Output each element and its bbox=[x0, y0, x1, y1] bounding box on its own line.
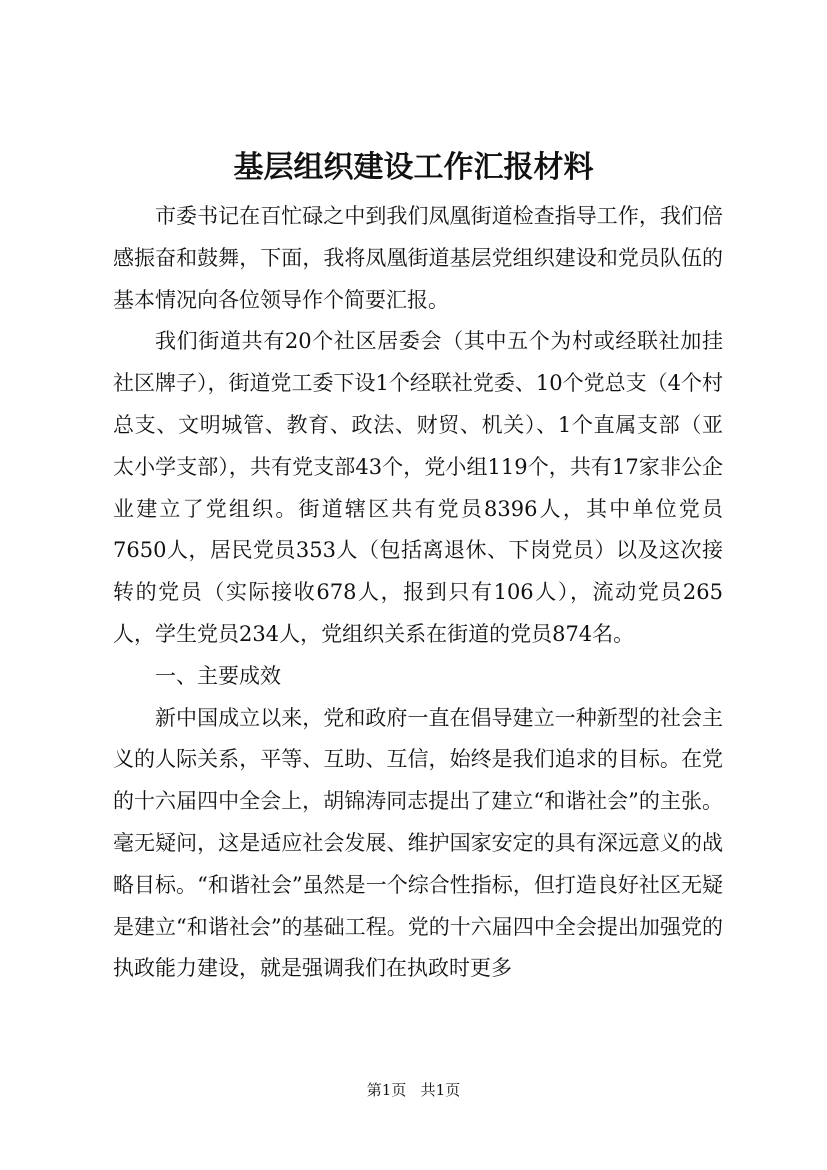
document-title: 基层组织建设工作汇报材料 bbox=[233, 150, 594, 185]
page-footer bbox=[0, 1080, 827, 1100]
section-heading: 一、主要成效 bbox=[155, 663, 281, 688]
page-total: 共1页 bbox=[420, 1081, 461, 1099]
document-body bbox=[113, 196, 723, 990]
page-number: 第1页 bbox=[366, 1081, 407, 1099]
paragraph-intro: 市委书记在百忙碌之中到我们凤凰街道检查指导工作，我们倍感振奋和鼓舞，下面，我将凤凰街道基层党组织建设和党员队伍的基本情况向各位领导作个简要汇报。 bbox=[113, 204, 723, 312]
paragraph-achievements: 新中国成立以来，党和政府一直在倡导建立一种新型的社会主义的人际关系，平等、互助、互信，始终是我们追求的目标。在党的十六届四中全会上，胡锦涛同志提出了建立“和谐社会”的主张。毫无疑问，这是适应社会发展、维护国家安定的具有深远意义的战略目标。“和谐社会”虽然是一个综合性指标，但打造良好社区无疑是建立“和谐社会”的基础工程。党的十六届四中全会提出加强党的执政能力建设，就是强调我们在执政时更多 bbox=[113, 705, 723, 981]
paragraph-statistics: 我们街道共有20个社区居委会（其中五个为村或经联社加挂社区牌子），街道党工委下设1个经联社党委、10个党总支（4个村总支、文明城管、教育、政法、财贸、机关）、1个直属支部（亚太小学支部），共有党支部43个，党小组119个，共有17家非公企业建立了党组织。街道辖区共有党员8396人，其中单位党员7650人，居民党员353人（包括离退休、下岗党员）以及这次接转的党员（实际接收678人，报到只有106人），流动党员265人，学生党员234人，党组织关系在街道的党员874名。 bbox=[113, 329, 723, 646]
